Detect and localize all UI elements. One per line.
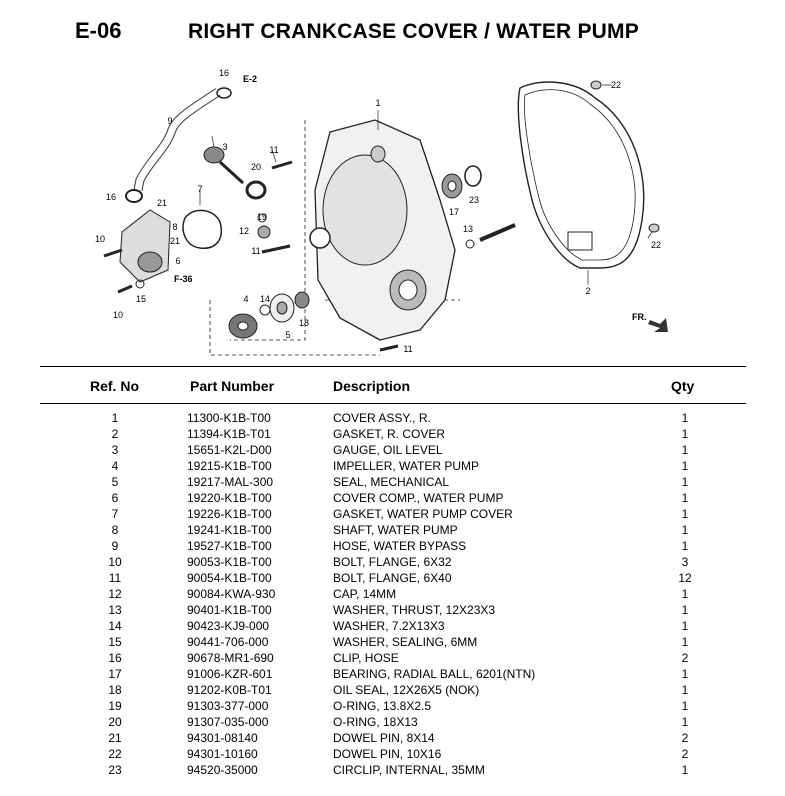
ref-cell: 17 [108,667,122,681]
description-cell: OIL SEAL, 12X26X5 (NOK) [333,683,480,697]
ref-cell: 21 [108,731,122,745]
table-row [0,698,785,714]
ref-cell: 20 [108,715,122,729]
table-row [0,730,785,746]
header-qty: Qty [671,378,695,394]
callout-16a: 16 [218,68,230,78]
description-cell: HOSE, WATER BYPASS [333,539,467,553]
part-number-cell: 90678-MR1-690 [187,651,274,665]
description-cell: WASHER, 7.2X13X3 [333,619,445,633]
description-cell: WASHER, SEALING, 6MM [333,635,478,649]
description-cell: IMPELLER, WATER PUMP [333,459,480,473]
callout-3: 3 [222,142,228,152]
ref-cell: 13 [108,603,122,617]
qty-cell: 2 [681,651,689,665]
qty-cell: 1 [681,603,689,617]
qty-cell: 1 [681,683,689,697]
ref-cell: 4 [111,459,119,473]
qty-cell: 1 [681,443,689,457]
qty-cell: 3 [681,555,689,569]
table-row [0,586,785,602]
callout-21a: 21 [156,198,168,208]
callout-15: 15 [135,294,147,304]
description-cell: O-RING, 18X13 [333,715,418,729]
callout-2: 2 [585,286,591,296]
part-number-cell: 11300-K1B-T00 [187,411,271,425]
description-cell: SHAFT, WATER PUMP [333,523,458,537]
description-cell: BOLT, FLANGE, 6X40 [333,571,452,585]
callout-8: 8 [172,222,178,232]
callout-23: 23 [468,195,480,205]
callout-18: 18 [298,318,310,328]
table-row [0,618,785,634]
part-number-cell: 19226-K1B-T00 [187,507,272,521]
part-number-cell: 19527-K1B-T00 [187,539,272,553]
callout-5: 5 [285,330,291,340]
qty-cell: 1 [681,523,689,537]
ref-cell: 6 [111,491,119,505]
description-cell: GASKET, R. COVER [333,427,446,441]
table-row [0,506,785,522]
table-row [0,682,785,698]
part-number-cell: 19217-MAL-300 [187,475,274,489]
callout-13: 13 [462,224,474,234]
part-number-cell: 90401-K1B-T00 [187,603,272,617]
qty-cell: 1 [681,539,689,553]
part-number-cell: 91303-377-000 [187,699,269,713]
table-row [0,666,785,682]
table-row [0,634,785,650]
callout-20: 20 [250,162,262,172]
header-part-number: Part Number [190,378,275,394]
part-number-cell: 19241-K1B-T00 [187,523,272,537]
qty-cell: 1 [681,587,689,601]
qty-cell: 1 [681,411,689,425]
table-top-rule [40,366,746,367]
callout-11a: 11 [269,145,279,155]
qty-cell: 1 [681,459,689,473]
diagram-code: E-06 [75,18,122,43]
description-cell: CLIP, HOSE [333,651,399,665]
description-cell: GASKET, WATER PUMP COVER [333,507,513,521]
part-number-cell: 91307-035-000 [187,715,269,729]
qty-cell: 1 [681,619,689,633]
callout-11c: 11 [403,344,413,354]
part-number-cell: 11394-K1B-T01 [187,427,271,441]
part-number-cell: 94301-08140 [187,731,258,745]
ref-cell: 9 [111,539,119,553]
callout-9: 9 [167,116,173,126]
description-cell: DOWEL PIN, 10X16 [333,747,442,761]
ref-cell: 23 [108,763,122,777]
page-title: RIGHT CRANKCASE COVER / WATER PUMP [188,20,639,43]
ref-cell: 8 [111,523,119,537]
callout-4: 4 [243,294,249,304]
callout-14: 14 [259,294,271,304]
qty-cell: 1 [681,491,689,505]
part-number-cell: 91202-K0B-T01 [187,683,272,697]
callout-10a: 10 [94,234,106,244]
ref-cell: 5 [111,475,119,489]
ref-cell: 19 [108,699,122,713]
callout-16b: 16 [105,192,117,202]
ref-e2: E-2 [243,74,258,84]
table-row [0,650,785,666]
table-row [0,426,785,442]
ref-fr: FR. [632,312,647,322]
table-row [0,746,785,762]
ref-cell: 1 [111,411,119,425]
callout-6: 6 [175,256,181,266]
callout-22a: 22 [610,80,622,90]
description-cell: COVER COMP., WATER PUMP [333,491,504,505]
callout-11b: 11 [251,246,261,256]
ref-cell: 7 [111,507,119,521]
part-number-cell: 94301-10160 [187,747,258,761]
description-cell: DOWEL PIN, 8X14 [333,731,435,745]
description-cell: COVER ASSY., R. [333,411,431,425]
table-row [0,762,785,778]
ref-cell: 15 [108,635,122,649]
qty-cell: 1 [681,635,689,649]
qty-cell: 1 [681,763,689,777]
ref-cell: 3 [111,443,119,457]
ref-cell: 22 [108,747,122,761]
qty-cell: 1 [681,427,689,441]
description-cell: CIRCLIP, INTERNAL, 35MM [333,763,485,777]
part-number-cell: 90441-706-000 [187,635,269,649]
callout-21b: 21 [169,236,181,246]
header-description: Description [333,378,411,394]
header-ref-no: Ref. No [90,378,139,394]
part-number-cell: 90053-K1B-T00 [187,555,272,569]
part-number-cell: 90054-K1B-T00 [187,571,272,585]
table-row [0,570,785,586]
ref-cell: 2 [111,427,119,441]
part-number-cell: 15651-K2L-D00 [187,443,272,457]
callout-19: 19 [256,212,268,222]
exploded-parts-diagram [0,55,785,365]
callout-7: 7 [197,184,203,194]
part-number-cell: 90084-KWA-930 [187,587,276,601]
table-row [0,714,785,730]
table-row [0,458,785,474]
qty-cell: 2 [681,731,689,745]
part-number-cell: 19215-K1B-T00 [187,459,272,473]
table-row [0,490,785,506]
description-cell: O-RING, 13.8X2.5 [333,699,432,713]
description-cell: SEAL, MECHANICAL [333,475,450,489]
table-row [0,522,785,538]
table-row [0,538,785,554]
qty-cell: 12 [678,571,692,585]
qty-cell: 1 [681,667,689,681]
ref-cell: 16 [108,651,122,665]
table-row [0,554,785,570]
qty-cell: 1 [681,507,689,521]
callout-12: 12 [238,226,250,236]
qty-cell: 1 [681,699,689,713]
ref-cell: 12 [108,587,122,601]
description-cell: WASHER, THRUST, 12X23X3 [333,603,496,617]
qty-cell: 1 [681,475,689,489]
qty-cell: 1 [681,715,689,729]
part-number-cell: 91006-KZR-601 [187,667,273,681]
table-row [0,474,785,490]
parts-table-body [0,410,785,778]
table-row [0,442,785,458]
part-number-cell: 90423-KJ9-000 [187,619,270,633]
ref-f36: F-36 [174,274,193,284]
part-number-cell: 19220-K1B-T00 [187,491,272,505]
callout-17: 17 [448,207,460,217]
description-cell: BEARING, RADIAL BALL, 6201(NTN) [333,667,536,681]
qty-cell: 2 [681,747,689,761]
ref-cell: 18 [108,683,122,697]
description-cell: CAP, 14MM [333,587,397,601]
callout-1: 1 [375,98,381,108]
callout-22b: 22 [650,240,662,250]
table-header-rule [40,403,746,404]
ref-cell: 10 [108,555,122,569]
description-cell: GAUGE, OIL LEVEL [333,443,443,457]
description-cell: BOLT, FLANGE, 6X32 [333,555,452,569]
table-row [0,602,785,618]
table-row [0,410,785,426]
part-number-cell: 94520-35000 [187,763,258,777]
ref-cell: 14 [108,619,122,633]
ref-cell: 11 [108,571,122,585]
callout-10b: 10 [112,310,124,320]
